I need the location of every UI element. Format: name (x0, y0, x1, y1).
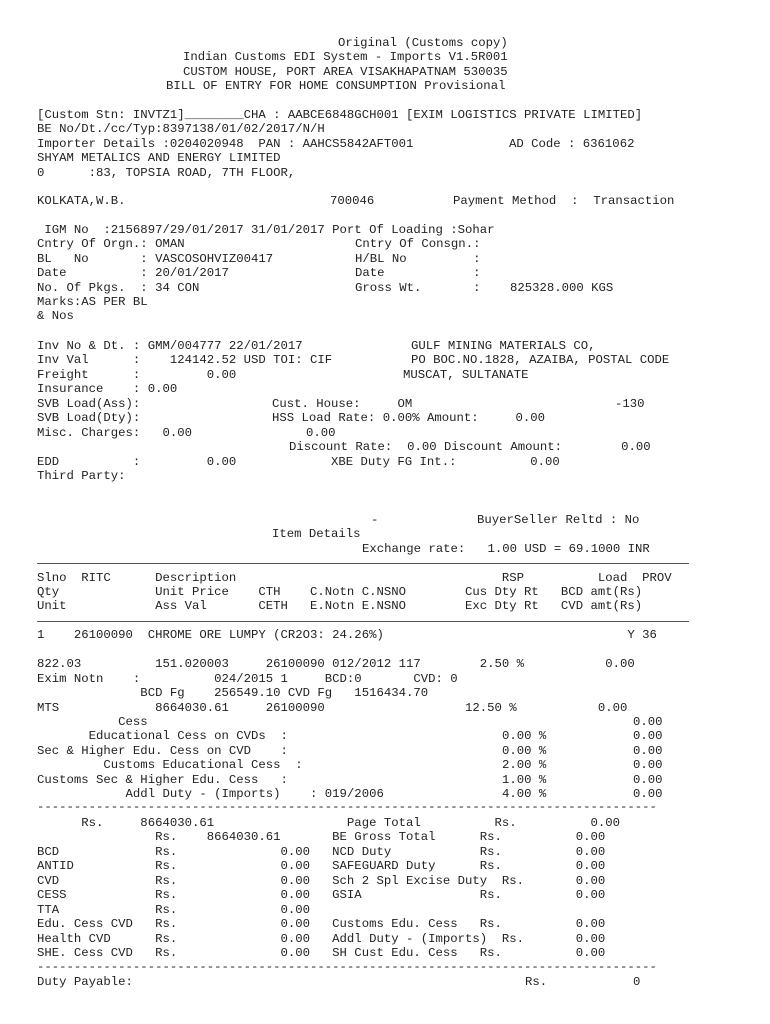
misc-charges: Misc. Charges: 0.00 (37, 426, 192, 440)
customs-sec-higher-amount: 0.00 (633, 773, 663, 787)
totals-row: Rs. 8664030.61 Page Total Rs. 0.00 (37, 816, 620, 830)
freight: Freight : 0.00 (37, 368, 237, 382)
payment-method: Payment Method : Transaction (453, 194, 675, 208)
marks: Marks:AS PER BL (37, 295, 148, 309)
item-qty-line: 822.03 151.020003 26100090 012/2012 117 2.50 % 0.00 (37, 657, 635, 671)
totals-row: BCD Rs. 0.00 NCD Duty Rs. 0.00 (37, 845, 606, 859)
sec-higher-cess-label: Sec & Higher Edu. Cess on CVD : (37, 744, 288, 758)
svb-load-ass: SVB Load(Ass): (37, 397, 141, 411)
addl-duty-amount: 0.00 (633, 787, 663, 801)
exim-notn-line: Exim Notn : 024/2015 1 BCD:0 CVD: 0 (37, 672, 458, 686)
importer-address: 0 :83, TOPSIA ROAD, 7TH FLOOR, (37, 166, 296, 180)
system-name: Indian Customs EDI System - Imports V1.5R001 (183, 50, 508, 64)
customs-sec-higher-rate: 1.00 % (502, 773, 547, 787)
marks-nos: & Nos (37, 309, 74, 323)
hbl-number: H/BL No : (355, 252, 481, 266)
country-of-consignment: Cntry Of Consgn.: (355, 237, 481, 251)
svb-load-dty: SVB Load(Dty): (37, 411, 141, 425)
gross-weight: Gross Wt. : 825328.000 KGS (355, 281, 614, 295)
duty-payable-value: 0 (633, 975, 641, 989)
igm-line: IGM No :2156897/29/01/2017 31/01/2017 Port Of Loading :Sohar (37, 223, 495, 237)
discount-rate: Discount Rate: 0.00 Discount Amount: 0.00 (289, 440, 651, 454)
custom-house-address: CUSTOM HOUSE, PORT AREA VISAKHAPATNAM 530035 (183, 65, 508, 79)
totals-row: Rs. 8664030.61 BE Gross Total Rs. 0.00 (37, 830, 606, 844)
totals-row: TTA Rs. 0.00 (37, 903, 311, 917)
customs-edu-cess-rate: 2.00 % (502, 758, 547, 772)
dash-mark: - (371, 513, 379, 527)
customs-edu-cess-label: Customs Educational Cess : (37, 758, 303, 772)
invoice-number: Inv No & Dt. : GMM/004777 22/01/2017 (37, 339, 303, 353)
sec-higher-cess-amount: 0.00 (633, 744, 663, 758)
column-header-row-3: Unit Ass Val CETH E.Notn E.NSNO Exc Dty Rt CVD amt(Rs) (37, 599, 643, 613)
dashed-divider: ------------------------------------------------------------------------------------ (37, 800, 657, 814)
hss-load-rate: HSS Load Rate: 0.00% Amount: 0.00 (272, 411, 546, 425)
divider (37, 621, 689, 622)
hss-amount-zero: 0.00 (306, 426, 336, 440)
sec-higher-cess-rate: 0.00 % (502, 744, 547, 758)
totals-row: Edu. Cess CVD Rs. 0.00 Customs Edu. Cess Rs. 0.00 (37, 917, 606, 931)
custom-station-line: [Custom Stn: INVTZ1]________CHA : AABCE6848GCH001 [EXIM LOGISTICS PRIVATE LIMITED] (37, 108, 643, 122)
cess-label: Cess (37, 715, 148, 729)
third-party: Third Party: (37, 469, 126, 483)
be-number-line: BE No/Dt./cc/Typ:8397138/01/02/2017/N/H (37, 122, 325, 136)
number-of-packages: No. Of Pkgs. : 34 CON (37, 281, 200, 295)
insurance: Insurance : 0.00 (37, 382, 178, 396)
bl-number: BL No : VASCOSOHVIZ00417 (37, 252, 274, 266)
dashed-divider: ------------------------------------------------------------------------------------ (37, 960, 657, 974)
country-of-origin: Cntry Of Orgn.: OMAN (37, 237, 185, 251)
divider (37, 563, 689, 564)
importer-name: SHYAM METALICS AND ENERGY LIMITED (37, 151, 281, 165)
cess-amount: 0.00 (633, 715, 663, 729)
column-header-row-1: Slno RITC Description RSP Load PROV (37, 571, 672, 585)
totals-row: Health CVD Rs. 0.00 Addl Duty - (Imports) Rs. 0.00 (37, 932, 606, 946)
duty-payable-currency: Rs. (525, 975, 548, 989)
ad-code: AD Code : 6361062 (509, 137, 635, 151)
bl-date: Date : 20/01/2017 (37, 266, 229, 280)
edd: EDD : 0.00 (37, 455, 237, 469)
document-title: BILL OF ENTRY FOR HOME CONSUMPTION Provisional (166, 79, 506, 93)
edu-cess-cvd-label: Educational Cess on CVDs : (37, 729, 288, 743)
supplier-address-2: MUSCAT, SULTANATE (403, 368, 529, 382)
buyer-seller-related: BuyerSeller Reltd : No (477, 513, 640, 527)
exchange-rate: Exchange rate: 1.00 USD = 69.1000 INR (362, 542, 650, 556)
copy-label: Original (Customs copy) (338, 36, 508, 50)
addl-duty-label: Addl Duty - (Imports) : 019/2006 (37, 787, 384, 801)
duty-payable-label: Duty Payable: (37, 975, 133, 989)
importer-pin: 700046 (330, 194, 375, 208)
mts-line: MTS 8664030.61 26100090 12.50 % 0.00 (37, 701, 628, 715)
cust-house: Cust. House: OM (272, 397, 413, 411)
totals-row: CVD Rs. 0.00 Sch 2 Spl Excise Duty Rs. 0.00 (37, 874, 606, 888)
item-line: 1 26100090 CHROME ORE LUMPY (CR2O3: 24.26%) Y 36 (37, 628, 657, 642)
supplier-address-1: PO BOC.NO.1828, AZAIBA, POSTAL CODE (411, 353, 670, 367)
importer-city: KOLKATA,W.B. (37, 194, 126, 208)
invoice-value: Inv Val : 124142.52 USD TOI: CIF (37, 353, 333, 367)
addl-duty-rate: 4.00 % (502, 787, 547, 801)
totals-row: SHE. Cess CVD Rs. 0.00 SH Cust Edu. Cess Rs. 0.00 (37, 946, 606, 960)
bcd-fg-line: BCD Fg 256549.10 CVD Fg 1516434.70 (37, 686, 429, 700)
cust-house-code: -130 (615, 397, 645, 411)
hbl-date: Date : (355, 266, 481, 280)
supplier-name: GULF MINING MATERIALS CO, (411, 339, 596, 353)
item-details-heading: Item Details (272, 527, 361, 541)
customs-edu-cess-amount: 0.00 (633, 758, 663, 772)
edu-cess-cvd-rate: 0.00 % (502, 729, 547, 743)
customs-sec-higher-label: Customs Sec & Higher Edu. Cess : (37, 773, 288, 787)
edu-cess-cvd-amount: 0.00 (633, 729, 663, 743)
totals-row: CESS Rs. 0.00 GSIA Rs. 0.00 (37, 888, 606, 902)
xbe-duty: XBE Duty FG Int.: 0.00 (331, 455, 560, 469)
totals-row: ANTID Rs. 0.00 SAFEGUARD Duty Rs. 0.00 (37, 859, 606, 873)
column-header-row-2: Qty Unit Price CTH C.Notn C.NSNO Cus Dty Rt BCD amt(Rs) (37, 585, 643, 599)
importer-details: Importer Details :0204020948 PAN : AAHCS5842AFT001 (37, 137, 414, 151)
